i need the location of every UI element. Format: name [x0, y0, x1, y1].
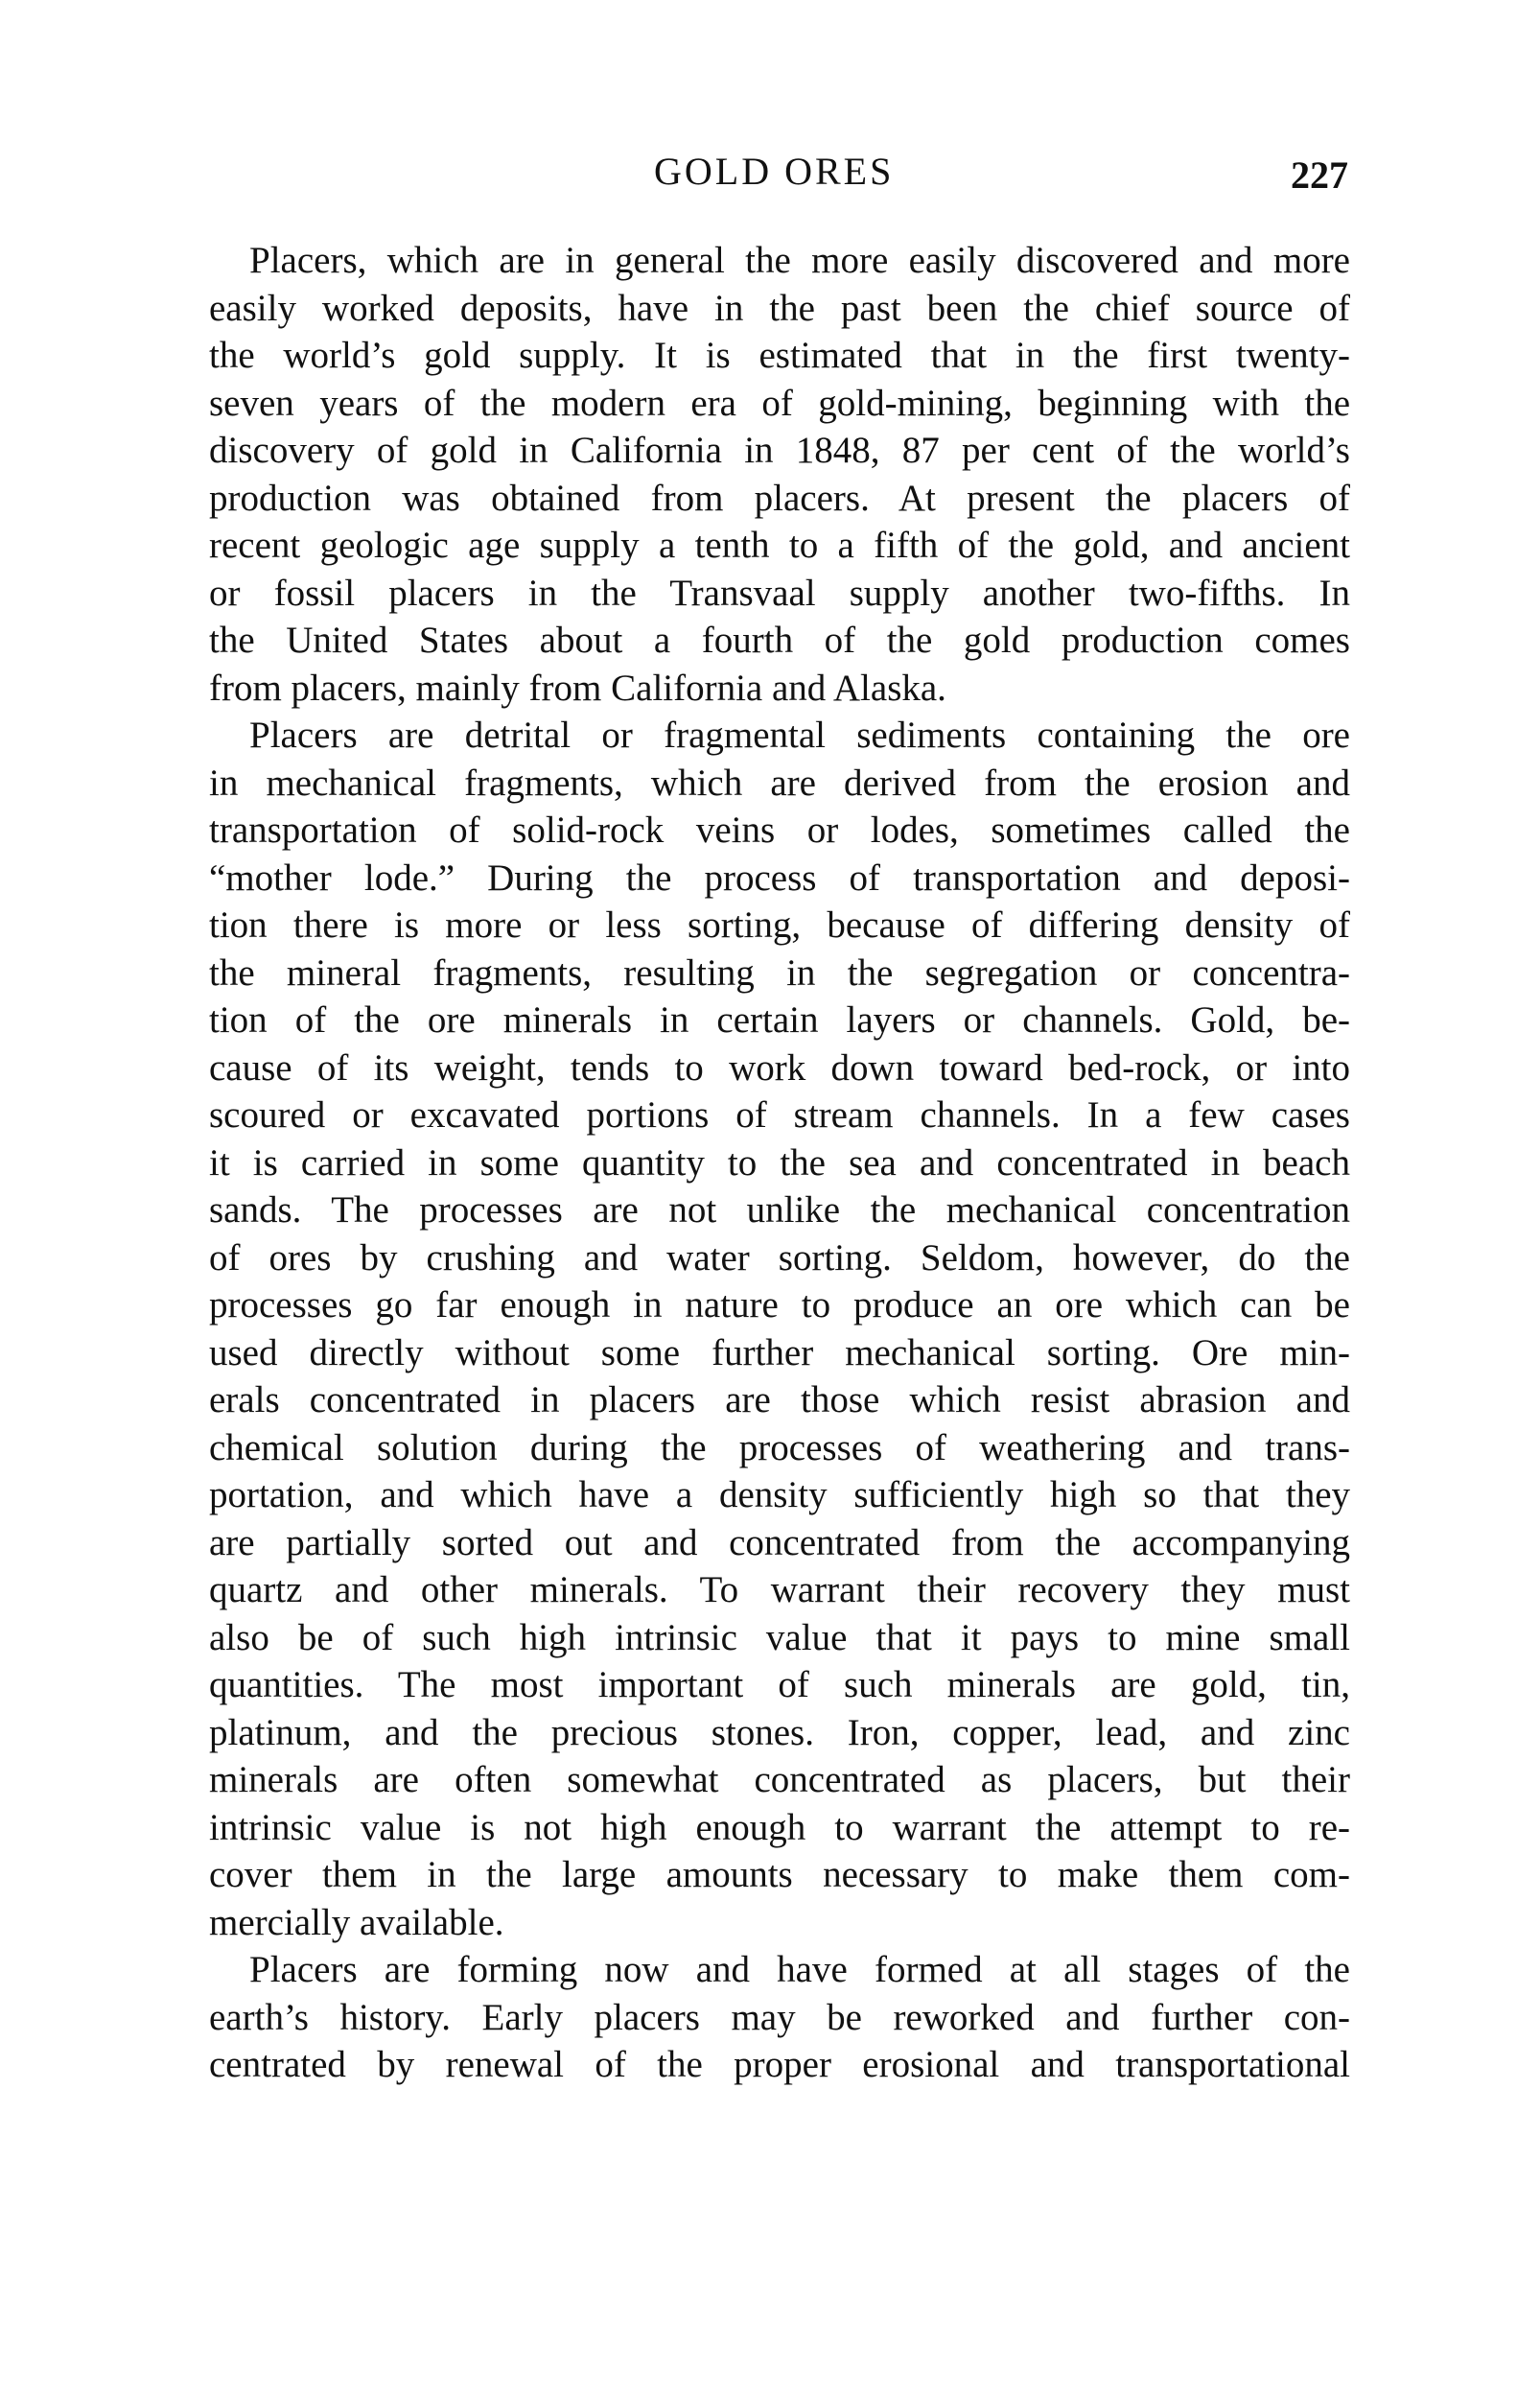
text-line: discovery of gold in California in 1848, 87 per cent of the world’s: [209, 430, 1350, 471]
text-line: mercially available.: [209, 1901, 504, 1943]
text-line: production was obtained from placers. At present the placers of: [209, 477, 1350, 519]
paragraph: [209, 712, 1350, 1946]
text-line: quartz and other minerals. To warrant their recovery they must: [209, 1569, 1350, 1610]
text-line: cover them in the large amounts necessary to make them com-: [209, 1854, 1350, 1895]
text-line: Placers are detrital or fragmental sediments containing the ore: [249, 715, 1350, 756]
text-line: transportation of solid-rock veins or lodes, sometimes called the: [209, 810, 1350, 851]
text-line: portation, and which have a density sufficiently high so that they: [209, 1474, 1350, 1515]
text-line: the world’s gold supply. It is estimated that in the first twenty-: [209, 335, 1350, 376]
text-line: seven years of the modern era of gold-mining, beginning with the: [209, 382, 1350, 424]
text-line: chemical solution during the processes of weathering and trans-: [209, 1426, 1350, 1468]
text-line: tion there is more or less sorting, because of differing density of: [209, 904, 1350, 946]
text-line: platinum, and the precious stones. Iron, copper, lead, and zinc: [209, 1711, 1350, 1753]
text-line: tion of the ore minerals in certain layers or channels. Gold, be-: [209, 999, 1350, 1041]
paragraph: [209, 1946, 1350, 2089]
text-line: earth’s history. Early placers may be reworked and further con-: [209, 1996, 1350, 2038]
text-line: recent geologic age supply a tenth to a fifth of the gold, and ancient: [209, 525, 1350, 566]
text-line: intrinsic value is not high enough to warrant the attempt to re-: [209, 1806, 1350, 1848]
text-line: erals concentrated in placers are those which resist abrasion and: [209, 1379, 1350, 1420]
text-line: in mechanical fragments, which are derived from the erosion and: [209, 762, 1350, 804]
text-line: Placers, which are in general the more easily discovered and more: [249, 240, 1350, 281]
running-title: GOLD ORES: [654, 150, 895, 193]
text-line: centrated by renewal of the proper erosional and transportational: [209, 2044, 1350, 2085]
paragraph: [209, 237, 1350, 712]
text-line: from placers, mainly from California and Alaska.: [209, 667, 946, 709]
text-line: easily worked deposits, have in the past been the chief source of: [209, 287, 1350, 329]
text-line: “mother lode.” During the process of transportation and deposi-: [209, 857, 1350, 899]
text-line: quantities. The most important of such minerals are gold, tin,: [209, 1664, 1350, 1705]
page-number: 227: [1291, 153, 1348, 197]
body-text: [209, 237, 1350, 2089]
text-line: it is carried in some quantity to the sea and concentrated in beach: [209, 1141, 1350, 1184]
text-line: also be of such high intrinsic value that it pays to mine small: [209, 1616, 1350, 1658]
text-line: scoured or excavated portions of stream channels. In a few cases: [209, 1094, 1350, 1136]
text-line: processes go far enough in nature to produce an ore which can be: [209, 1284, 1350, 1326]
text-line: the mineral fragments, resulting in the segregation or concentra-: [209, 951, 1350, 994]
text-line: are partially sorted out and concentrated from the accompanying: [209, 1521, 1350, 1563]
text-line: cause of its weight, tends to work down toward bed-rock, or into: [209, 1046, 1350, 1089]
text-line: used directly without some further mechanical sorting. Ore min-: [209, 1331, 1350, 1373]
text-line: the United States about a fourth of the gold production comes: [209, 620, 1350, 661]
text-line: or fossil placers in the Transvaal supply another two-fifths. In: [209, 572, 1350, 614]
text-line: Placers are forming now and have formed at all stages of the: [249, 1949, 1350, 1990]
text-line: minerals are often somewhat concentrated as placers, but their: [209, 1759, 1350, 1800]
text-line: sands. The processes are not unlike the mechanical concentration: [209, 1189, 1350, 1231]
text-line: of ores by crushing and water sorting. Seldom, however, do the: [209, 1236, 1350, 1279]
